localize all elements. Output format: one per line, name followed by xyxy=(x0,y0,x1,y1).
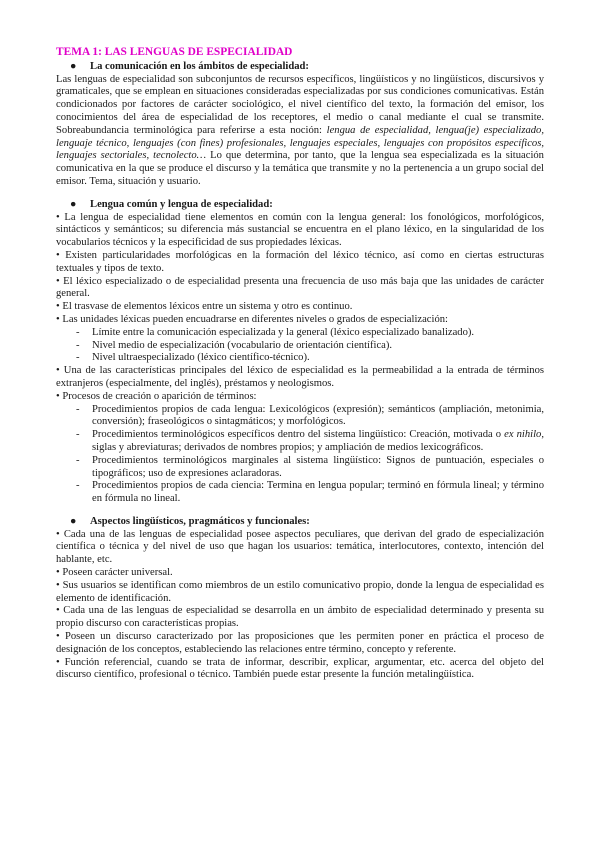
dash-icon: - xyxy=(76,352,80,364)
sub-list-item xyxy=(56,352,544,365)
sub-list-text: Nivel ultraespecializado (léxico científico-técnico). xyxy=(92,352,310,364)
sub-list-item xyxy=(56,455,544,481)
dash-icon: - xyxy=(76,454,80,466)
list-item: • El léxico especializado o de especialidad presenta una frecuencia de uso más baja que las unidades de carácter general. xyxy=(56,275,544,300)
paragraph-text: Lo que determina, por tanto, que la lengua sea especializada es la situación comunicativa en la que se produce el discurso y la temática que transmite y no la pertenencia a un grupo social del emisor. Tema, situación y usuario. xyxy=(56,150,544,187)
page-title: TEMA 1: LAS LENGUAS DE ESPECIALIDAD xyxy=(56,46,293,58)
list-item: • Una de las características principales del léxico de especialidad es la permeabilidad a la entrada de términos extranjeros (especialmente, del inglés), préstamos y neologismos. xyxy=(56,365,544,389)
sub-list-text: Procedimientos propios de cada lengua: Lexicológicos (expresión); semánticos (ampliación, metonimia, conversión); fraseológicos o sintagmáticos; y morfológicos. xyxy=(92,403,544,428)
sub-list-text: Procedimientos propios de cada ciencia: Termina en lengua popular; terminó en fórmula lineal; y término en fórmula no lineal. xyxy=(92,480,544,505)
sub-list-item xyxy=(56,480,544,506)
bullet-dot-icon: ● xyxy=(70,198,77,210)
paragraph-italic-terms: lengua de especialidad, lengua(je) especializado, lenguaje técnico, lenguajes (con fines) profesionales, lenguajes especiales, lenguajes con propósitos específicos, lenguajes sectoriales, tecnolecto… xyxy=(56,124,544,162)
sub-list-text: Nivel medio de especialización (vocabulario de orientación científica). xyxy=(92,339,393,351)
sub-list-item xyxy=(56,327,544,340)
list-item: • Las unidades léxicas pueden encuadrarse en diferentes niveles o grados de especialización: xyxy=(56,313,448,325)
bullet-dot-icon: ● xyxy=(70,515,77,527)
dash-icon: - xyxy=(76,480,80,492)
list-item: • Sus usuarios se identifican como miembros de un estilo comunicativo propio, donde la lengua de especialidad es elemento de identificación. xyxy=(56,579,544,604)
list-item: • Procesos de creación o aparición de términos: xyxy=(56,390,257,402)
list-item: • Poseen carácter universal. xyxy=(56,567,173,579)
intro-paragraph xyxy=(56,74,544,189)
section-heading-aspectos xyxy=(56,516,544,529)
sub-list-text: Procedimientos terminológicos marginales al sistema lingüístico: Signos de puntuación, especiales o tipográficos; uso de expresiones aclaradoras. xyxy=(92,454,544,479)
section-heading-text: La comunicación en los ámbitos de especialidad: xyxy=(90,60,309,72)
specialization-levels-list xyxy=(56,327,544,365)
sub-list-item xyxy=(56,429,544,455)
dash-icon: - xyxy=(76,429,80,441)
sub-list-text: , siglas y abreviaturas; derivados de nombres propios; y ampliación de medios lexicográficos. xyxy=(92,429,544,453)
section-heading-lengua-comun xyxy=(56,199,544,212)
section-heading-comunicacion xyxy=(56,61,544,74)
dash-icon: - xyxy=(76,403,80,415)
dash-icon: - xyxy=(76,326,80,338)
list-item: • Poseen un discurso caracterizado por las proposiciones que les permiten poner en práctica el proceso de designación de los conceptos, estableciendo las relaciones entre término, concepto y referente. xyxy=(56,631,544,655)
section-heading-text: Aspectos lingüísticos, pragmáticos y funcionales: xyxy=(90,515,310,527)
sub-list-text: Procedimientos terminológicos específicos dentro del sistema lingüístico: Creación, motivada o xyxy=(92,429,505,441)
term-creation-procedures-list xyxy=(56,404,544,506)
list-item: • Existen particularidades morfológicas en la formación del léxico técnico, así como en ciertas estructuras textuales y tipos de texto. xyxy=(56,249,544,274)
sub-list-item xyxy=(56,340,544,353)
sub-list-item xyxy=(56,404,544,430)
dash-icon: - xyxy=(76,339,80,351)
sub-list-italic: ex nihilo xyxy=(504,429,542,441)
bullet-dot-icon: ● xyxy=(70,60,77,72)
paragraph-text: Las lenguas de especialidad son subconjuntos de recursos específicos, lingüísticos y no lingüísticos, discursivos y gramaticales, que se emplean en situaciones consideradas especializadas por sus condiciones comunicativas. Están condicionados por factores de carácter sociológico, el nivel científico del texto, la formación del emisor, los conocimientos del área de especialidad de los receptores, el medio o canal mediante el cual se transmite. Sobreabundancia terminológica para referirse a esta noción: xyxy=(56,73,544,136)
list-item: • Cada una de las lenguas de especialidad se desarrolla en un ámbito de especialidad determinado y presenta su propio discurso con características propias. xyxy=(56,605,544,630)
list-item: • El trasvase de elementos léxicos entre un sistema y otro es continuo. xyxy=(56,301,353,313)
list-item: • Función referencial, cuando se trata de informar, describir, explicar, argumentar, etc. acerca del objeto del discurso científico, profesional o técnico. También puede estar presente la función metalingüística. xyxy=(56,656,544,681)
list-item: • La lengua de especialidad tiene elementos en común con la lengua general: los fonológicos, morfológicos, sintácticos y semánticos; su diferencia más sustancial se encuentra en el plano léxico, en la singularidad de los vocabularios técnicos y la especificidad de sus propiedades léxicas. xyxy=(56,211,544,249)
section-heading-text: Lengua común y lengua de especialidad: xyxy=(90,198,273,210)
sub-list-text: Límite entre la comunicación especializada y la general (léxico especializado banalizado). xyxy=(92,326,475,338)
list-item: • Cada una de las lenguas de especialidad posee aspectos peculiares, que derivan del grado de especialización científica o técnica y del nivel de uso que hagan los usuarios: temática, interlocutores, contexto, intención del hablante, etc. xyxy=(56,528,544,566)
